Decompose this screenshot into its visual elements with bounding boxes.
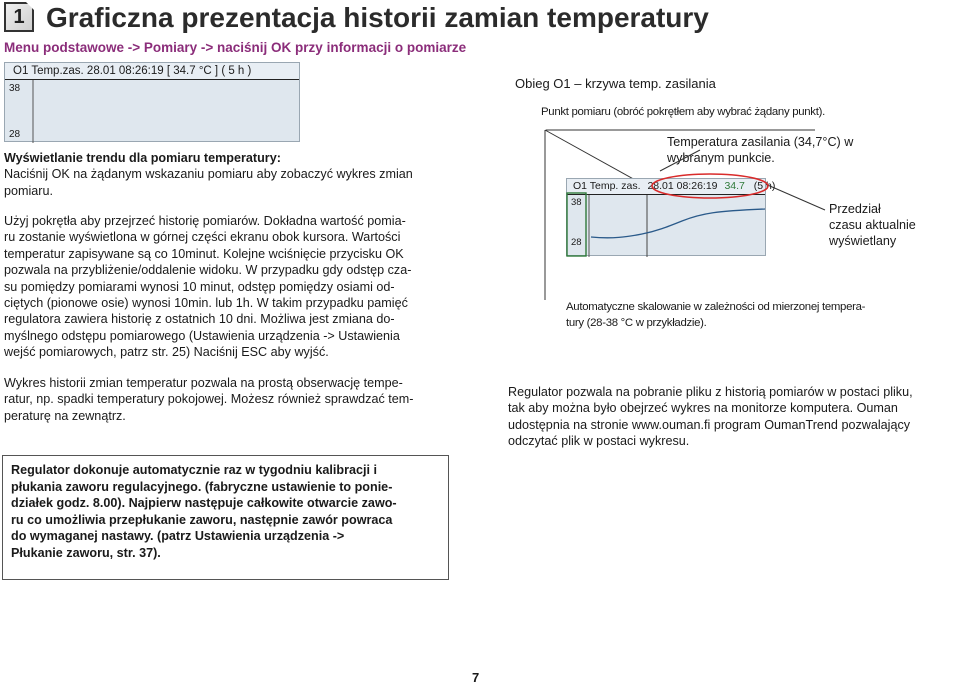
example-interval: (5 h) [753,180,776,192]
chapter-number-icon: 1 [4,2,34,32]
trend-text: Naciśnij OK na żądanym wskazaniu pomiaru aby zobaczyć wykres zmian pomiaru. [4,167,413,198]
page-number: 7 [472,670,480,685]
trend-heading: Wyświetlanie trendu dla pomiaru temperatury: [4,151,281,165]
page-title: Graficzna prezentacja historii zamian temperatury [46,2,709,33]
example-value: 34.7 [724,180,745,192]
example-sensor-label: O1 Temp. zas. [573,180,641,192]
curve-label: Obieg O1 – krzywa temp. zasilania [515,76,716,91]
point-label: Punkt pomiaru (obróć pokrętłem aby wybrać żądany punkt). [541,106,825,118]
breadcrumb: Menu podstawowe -> Pomiary -> naciśnij OK przy informacji o pomiarze [4,40,467,55]
display-header: O1 Temp.zas. 28.01 08:26:19 [ 34.7 °C ] ( 5 h ) [5,63,299,80]
history-paragraph: Wykres historii zmian temperatur pozwala na prostą obserwację tempe- ratur, np. spadki temperatury pokojowej. Możesz również sprawdzać tem- peraturę na zewnątrz. [4,376,414,423]
valve-calibration-notice: Regulator dokonuje automatycznie raz w tygodniu kalibracji i płukania zaworu regulacyjnego. (fabryczne ustawienie to ponie- działek godz. 8.00). Najpierw następuje całkowite otwarcie zawo- ru co umożliwia przepłukanie zaworu, następnie zawór powraca do wymaganej nastawy. (patrz Ustawienia urządzenia -> Płukanie zaworu, str. 37). [2,455,449,580]
export-paragraph: Regulator pozwala na pobranie pliku z historią pomiarów w postaci pliku, tak aby można było obejrzeć wykres na monitorze komputera. Ouman udostępnia na stronie www.ouman.fi program OumanTrend pozwalający odczytać plik w postaci wykresu. [508,385,913,449]
example-datetime: 28.01 08:26:19 [647,180,718,192]
knob-paragraph: Użyj pokrętła aby przejrzeć historię pomiarów. Dokładna wartość pomia- ru zostanie wyświetlona w górnej części ekranu obok kursora. Wartości temperatur zapisywane są co 10minut. Kolejne wciśnięcie przycisku OK pozwala na przybliżenie/oddalenie widoku. W przypadku gdy odstęp cza- su pomiędzy pomiarami wynosi 10 minut, odstęp pomiędzy osiami od- ciętych (pionowe osie) wynosi 10min. lub 1h. W takim przypadku pamięć regulatora zawiera historię z ostatnich 10 dni. Możliwa jest zmiana do- myślnego odstępu pomiarowego (Ustawienia urządzenia -> Ustawienia wejść pomiarowych, patrz str. 25) Naciśnij ESC aby wyjść. [4,214,412,360]
example-y-min-label: 28 [571,237,582,248]
scaling-annotation: Automatyczne skalowanie w zależności od mierzonej tempera- tury (28-38 °C w przykładzie). [566,301,866,329]
example-y-max-label: 38 [571,197,582,208]
temperature-annotation: Temperatura zasilania (34,7°C) w wybranym punkcie. [667,135,854,165]
scaling-highlight-box [567,193,586,256]
interval-annotation: Przedział czasu aktualnie wyświetlany [829,202,916,248]
y-axis-max-label: 38 [9,83,21,94]
y-axis-min-label: 28 [9,129,21,140]
selected-point-marker [652,174,768,198]
